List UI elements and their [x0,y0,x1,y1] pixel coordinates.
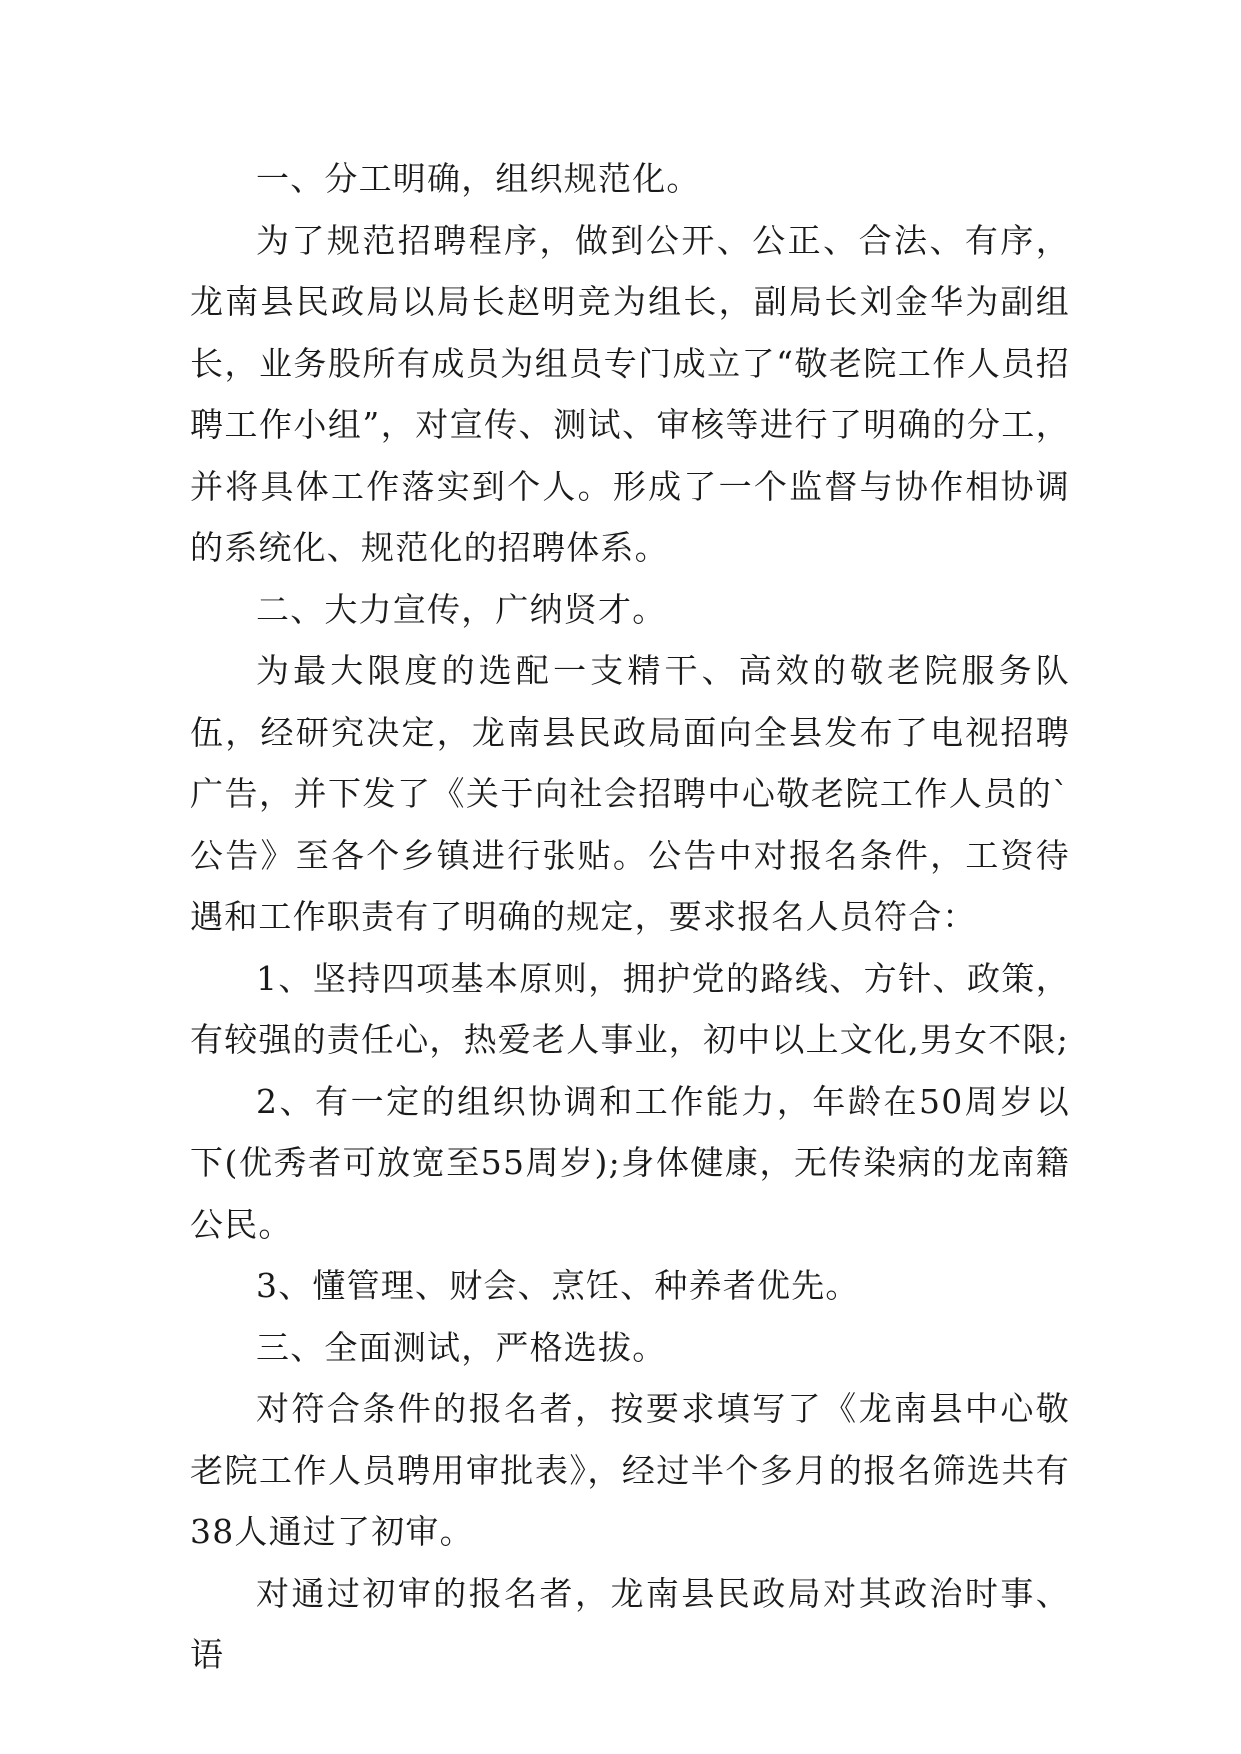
document-body [190,148,1070,1686]
requirement-item-1: 1、坚持四项基本原则，拥护党的路线、方针、政策，有较强的责任心，热爱老人事业，初中以上文化,男女不限; [190,958,1070,1059]
section-heading-1: 一、分工明确，组织规范化。 [256,159,701,198]
section-heading-2: 二、大力宣传，广纳贤才。 [256,589,667,629]
paragraph-organization: 为了规范招聘程序，做到公开、公正、合法、有序，龙南县民政局以局长赵明竞为组长，副局长刘金华为副组长，业务股所有成员为组员专门成立了“敬老院工作人员招聘工作小组”，对宣传、测试、审核等进行了明确的分工，并将具体工作落实到个人。形成了一个监督与协作相协调的系统化、规范化的招聘体系。 [190,220,1070,567]
requirement-item-2: 2、有一定的组织协调和工作能力，年龄在50周岁以下(优秀者可放宽至55周岁);身体健康，无传染病的龙南籍公民。 [190,1081,1070,1244]
paragraph-testing: 对通过初审的报名者，龙南县民政局对其政治时事、语 [190,1573,1070,1674]
paragraph-screening: 对符合条件的报名者，按要求填写了《龙南县中心敬老院工作人员聘用审批表》，经过半个多月的报名筛选共有38人通过了初审。 [190,1389,1070,1551]
requirement-item-3: 3、懂管理、财会、烹饪、种养者优先。 [256,1266,860,1305]
paragraph-publicity: 为最大限度的选配一支精干、高效的敬老院服务队伍，经研究决定，龙南县民政局面向全县发布了电视招聘广告，并下发了《关于向社会招聘中心敬老院工作人员的`公告》至各个乡镇进行张贴。公告中对报名条件，工资待遇和工作职责有了明确的规定，要求报名人员符合： [190,651,1070,936]
section-heading-3: 三、全面测试，严格选拔。 [256,1327,667,1367]
